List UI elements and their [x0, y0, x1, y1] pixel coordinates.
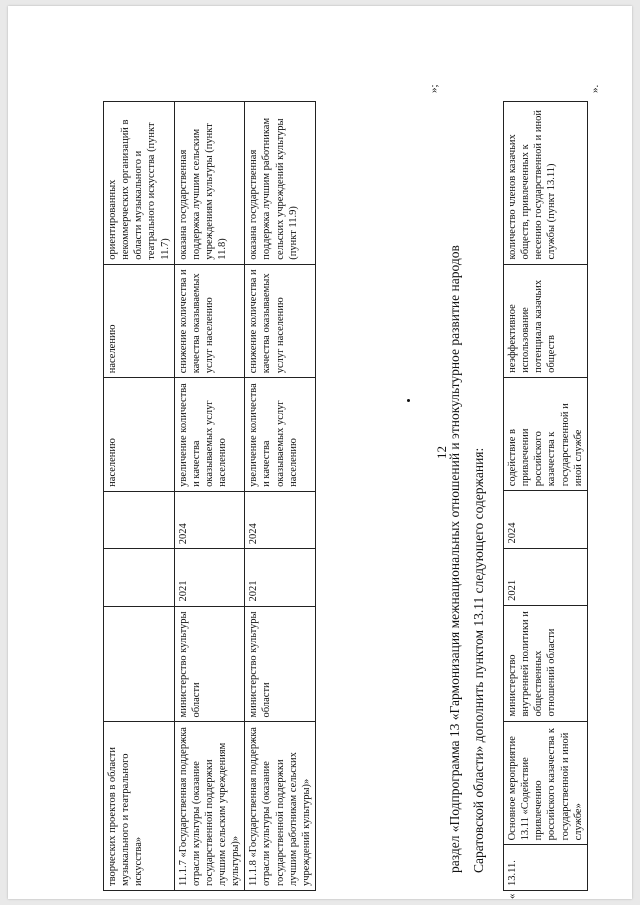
- cell-result-positive: увеличение количества и качества оказываемых услуг населению: [245, 378, 316, 492]
- cell-executor: министерство культуры области: [174, 606, 245, 722]
- cell-start: 2021: [504, 548, 588, 605]
- table-row: [504, 102, 588, 891]
- cell-executor: министерство культуры области: [245, 606, 316, 722]
- cell-result-negative: неэффективное использование потенциала казачьих обществ: [504, 264, 588, 377]
- cell-executor: министерство внутренней политики и общественных отношений области: [504, 605, 588, 721]
- cell-indicator: оказана государственная поддержка лучшим работникам сельских учреждений культуры (пункт 11.9): [245, 102, 316, 265]
- cell-name: творческих проектов в области музыкального и театрального искусства»: [104, 722, 175, 891]
- cell-end: 2024: [174, 491, 245, 548]
- cell-result-positive: увеличение количества и качества оказываемых услуг населению: [174, 378, 245, 492]
- document-page: [8, 6, 632, 899]
- table-row: [245, 102, 316, 891]
- paragraph-line-2: Саратовской области» дополнить пунктом 13.11 следующего содержания:: [470, 447, 486, 873]
- stray-mark: [407, 399, 410, 402]
- cell-number: 13.11.: [504, 845, 588, 891]
- rotated-content: [8, 6, 632, 899]
- cell-indicator: оказана государственная поддержка лучшим сельским учреждениям культуры (пункт 11.8): [174, 102, 245, 265]
- table2-open-quote: «: [506, 893, 518, 899]
- cell-start: 2021: [174, 549, 245, 606]
- cell-name: 11.1.8 «Государственная поддержка отрасли культуры (оказание государственной поддержки лучшим работникам сельских учреждений культуры)»: [245, 722, 316, 891]
- amendment-paragraph: [443, 83, 490, 873]
- table1-closing-quote: »;: [428, 84, 440, 93]
- measures-table-culture: [103, 101, 316, 891]
- cell-indicator: количество членов казачьих обществ, привлеченных к несению государственной и иной службы (пункт 13.11): [504, 102, 588, 265]
- cell-end: 2024: [504, 491, 588, 548]
- cell-start: [104, 549, 175, 606]
- cell-result-negative: снижение количества и качества оказываемых услуг населению: [245, 264, 316, 378]
- paragraph-line-1: раздел «Подпрограмма 13 «Гармонизация межнациональных отношений и этнокультурное развитие народов: [447, 245, 462, 873]
- page-number: 12: [434, 446, 449, 459]
- cell-executor: [104, 606, 175, 722]
- cell-end: 2024: [245, 491, 316, 548]
- measures-table-cossacks: [503, 101, 588, 891]
- cell-result-negative: снижение количества и качества оказываемых услуг населению: [174, 264, 245, 378]
- cell-result-positive: содействие в привлечении российского казачества к государственной и иной службе: [504, 377, 588, 490]
- cell-name: Основное мероприятие 13.11 «Содействие привлечению российского казачества к государственной и иной службе»: [504, 721, 588, 845]
- cell-end: [104, 491, 175, 548]
- table2-closing-quote: ».: [589, 84, 601, 93]
- table-row: [104, 102, 175, 891]
- cell-start: 2021: [245, 549, 316, 606]
- cell-result-negative: населению: [104, 264, 175, 378]
- cell-indicator: ориентированных некоммерческих организаций в области музыкального и театрального искусства (пункт 11.7): [104, 102, 175, 265]
- table-row: [174, 102, 245, 891]
- cell-result-positive: населению: [104, 378, 175, 492]
- cell-name: 11.1.7 «Государственная поддержка отрасли культуры (оказание государственной поддержки лучшим сельским учреждениям культуры)»: [174, 722, 245, 891]
